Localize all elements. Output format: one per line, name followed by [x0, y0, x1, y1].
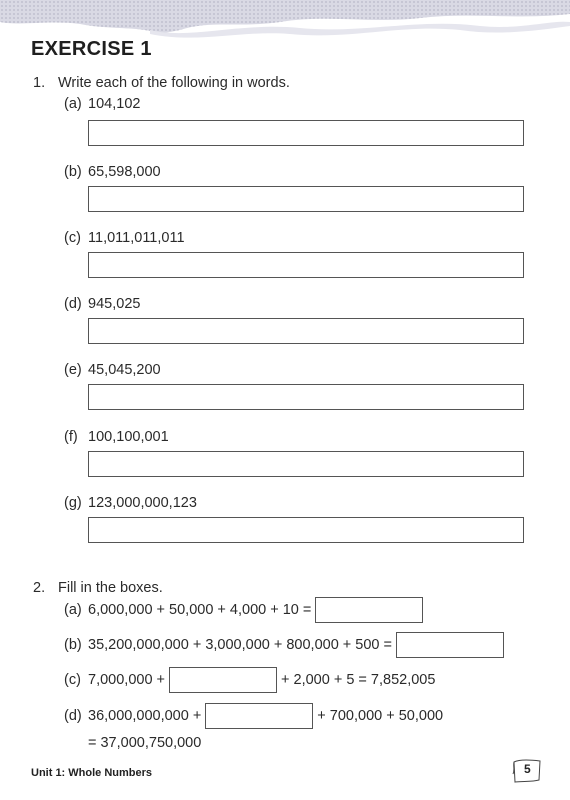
item-number: 11,011,011,011	[88, 230, 185, 246]
q2-item-d-continuation: = 37,000,750,000	[88, 735, 202, 751]
answer-box-d[interactable]	[88, 318, 524, 344]
q1-item-e	[64, 362, 161, 378]
expression-before: 36,000,000,000 +	[88, 708, 202, 724]
item-label: (c)	[64, 230, 81, 246]
item-number: 45,045,200	[88, 362, 161, 378]
header-decoration	[0, 0, 570, 40]
fill-box-c[interactable]	[169, 667, 277, 693]
expression-after: + 2,000 + 5 = 7,852,005	[281, 672, 436, 688]
page-number	[512, 758, 542, 784]
question-2	[33, 580, 163, 596]
q1-item-f	[64, 429, 169, 445]
expression-before: 35,200,000,000 + 3,000,000 + 800,000 + 500 =	[88, 637, 392, 653]
item-label: (a)	[64, 602, 82, 618]
fill-box-d[interactable]	[205, 703, 313, 729]
q1-item-c	[64, 230, 185, 246]
item-label: (d)	[64, 708, 82, 724]
q1-item-a	[64, 96, 140, 112]
exercise-title: EXERCISE 1	[31, 38, 152, 60]
q2-item-d	[64, 703, 443, 729]
answer-box-b[interactable]	[88, 186, 524, 212]
answer-box-a[interactable]	[88, 120, 524, 146]
unit-footer: Unit 1: Whole Numbers	[31, 767, 153, 779]
expression-after: + 700,000 + 50,000	[317, 708, 444, 724]
question-number: 1.	[33, 75, 46, 91]
page-number-text: 5	[524, 762, 531, 776]
fill-box-b[interactable]	[396, 632, 504, 658]
item-label: (a)	[64, 96, 82, 112]
item-label: (b)	[64, 164, 82, 180]
item-label: (e)	[64, 362, 82, 378]
q2-item-b	[64, 632, 504, 658]
q2-item-c	[64, 667, 435, 693]
q1-item-g	[64, 495, 197, 511]
item-label: (d)	[64, 296, 82, 312]
q1-item-b	[64, 164, 161, 180]
item-number: 65,598,000	[88, 164, 161, 180]
question-prompt: Fill in the boxes.	[58, 580, 163, 596]
item-number: 100,100,001	[88, 429, 169, 445]
item-label: (g)	[64, 495, 82, 511]
item-label: (f)	[64, 429, 78, 445]
question-prompt: Write each of the following in words.	[58, 75, 290, 91]
item-label: (c)	[64, 672, 81, 688]
answer-box-g[interactable]	[88, 517, 524, 543]
item-number: 945,025	[88, 296, 141, 312]
item-number: 104,102	[88, 96, 141, 112]
answer-box-c[interactable]	[88, 252, 524, 278]
question-1	[33, 75, 290, 91]
expression-before: 7,000,000 +	[88, 672, 166, 688]
question-number: 2.	[33, 580, 46, 596]
q2-item-a	[64, 597, 423, 623]
answer-box-e[interactable]	[88, 384, 524, 410]
q1-item-d	[64, 296, 140, 312]
item-label: (b)	[64, 637, 82, 653]
fill-box-a[interactable]	[315, 597, 423, 623]
answer-box-f[interactable]	[88, 451, 524, 477]
expression-before: 6,000,000 + 50,000 + 4,000 + 10 =	[88, 602, 312, 618]
item-number: 123,000,000,123	[88, 495, 197, 511]
